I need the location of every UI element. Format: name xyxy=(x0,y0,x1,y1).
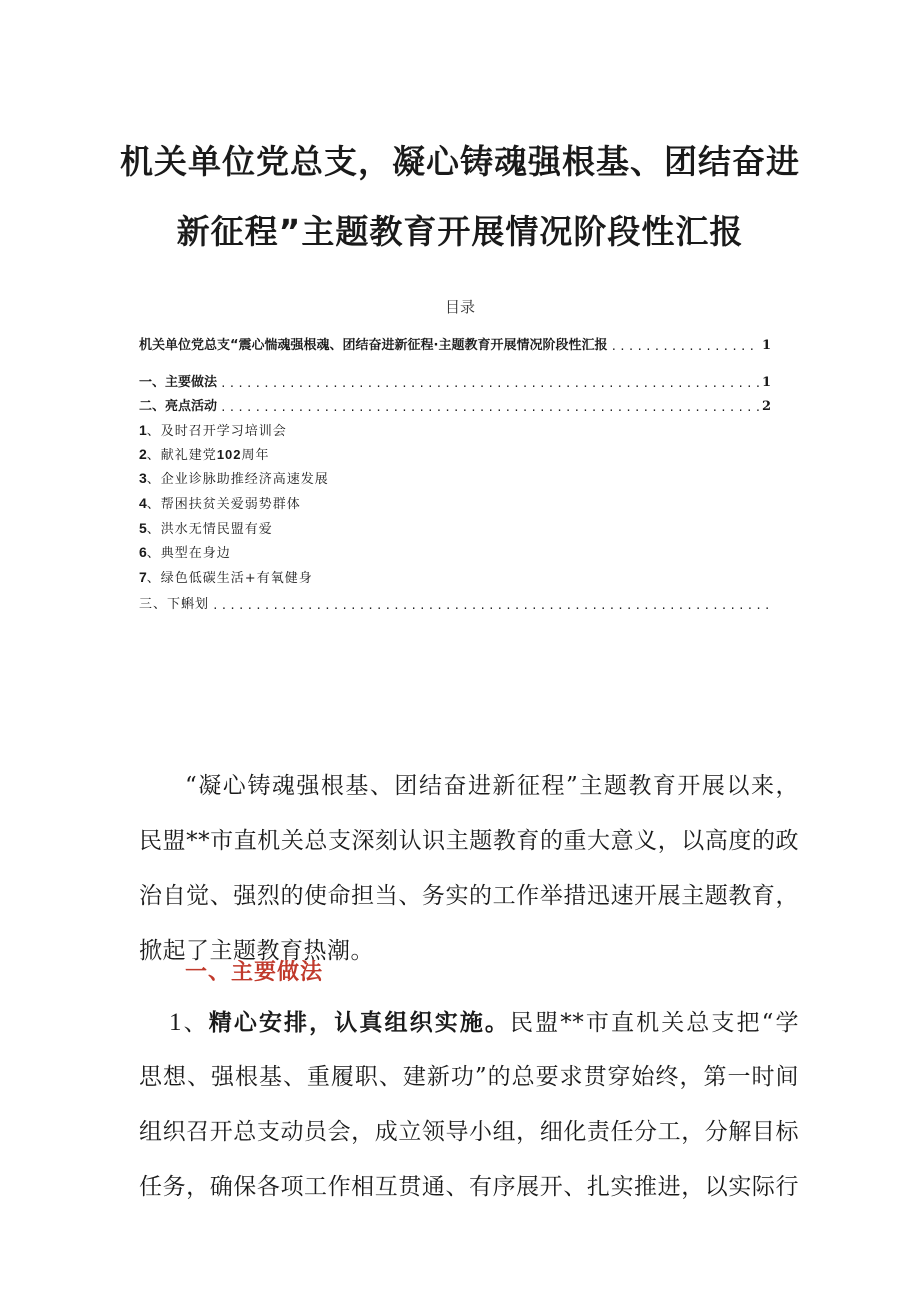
toc-page-number: 1 xyxy=(761,338,771,353)
toc-entry-text: 一、主要做法 xyxy=(139,375,218,390)
toc-sub-item-3[interactable] xyxy=(139,468,329,488)
toc-sub-item-4[interactable] xyxy=(139,493,301,513)
item-number: 1 xyxy=(169,1009,182,1036)
toc-sub-item-6[interactable] xyxy=(139,542,231,562)
toc-sub-item-2[interactable] xyxy=(139,444,270,464)
paragraph-line xyxy=(139,995,799,1050)
toc-sub-number: 4 xyxy=(139,495,147,511)
item-separator: 、 xyxy=(182,1010,209,1036)
toc-sub-text: 、典型在身边 xyxy=(146,546,231,561)
toc-heading: 目录 xyxy=(444,298,475,316)
paragraph-line: 民盟**市直机关总支深刻认识主题教育的重大意义，以高度的政 xyxy=(139,828,799,854)
toc-sub-text: 、绿色低碳生活+有氧健身 xyxy=(146,571,313,586)
toc-sub-number: 2 xyxy=(139,446,147,462)
intro-paragraph xyxy=(139,759,799,979)
paragraph-line: 思想、强根基、重履职、建新功”的总要求贯穿始终，第一时间 xyxy=(139,1064,799,1090)
paragraph-line: 掀起了主题教育热潮。 xyxy=(139,938,374,964)
toc-sub-text: 、帮困扶贫关爱弱势群体 xyxy=(146,497,301,512)
document-title-line-1: 机关单位党总支，凝心铸魂强根基、团结奋进 xyxy=(120,142,800,181)
paragraph-line: 任务，确保各项工作相互贯通、有序展开、扎实推进，以实际行 xyxy=(139,1174,799,1200)
toc-sub-number: 1 xyxy=(139,422,147,438)
paragraph-line: 组织召开总支动员会，成立领导小组，细化责任分工，分解目标 xyxy=(139,1119,799,1145)
paragraph-line: “凝心铸魂强根基、团结奋进新征程”主题教育开展以来， xyxy=(185,773,799,799)
toc-sub-item-5[interactable] xyxy=(139,518,273,538)
section-heading-main-practices: 一、主要做法 xyxy=(185,960,324,985)
toc-leader-dots xyxy=(212,599,768,612)
toc-sub-text: 、洪水无情民盟有爱 xyxy=(146,522,273,537)
toc-sub-text: 、企业诊脉助推经济高速发展 xyxy=(146,472,329,487)
toc-entry-section-2[interactable] xyxy=(139,394,771,414)
toc-sub-text: 、献礼建党102周年 xyxy=(146,447,270,463)
item-text: 民盟**市直机关总支把“学 xyxy=(510,1010,799,1036)
document-title-line-2: 新征程”主题教育开展情况阶段性汇报 xyxy=(176,212,744,251)
toc-page-number: 2 xyxy=(761,399,771,414)
toc-leader-dots xyxy=(220,401,759,414)
toc-sub-number: 5 xyxy=(139,520,147,536)
toc-entry-text: 机关单位党总支“震心惴魂强根魂、团结奋进新征程·主题教育开展情况阶段性汇报 xyxy=(139,338,608,353)
item-heading: 精心安排，认真组织实施。 xyxy=(208,1010,511,1036)
toc-page-number: 1 xyxy=(761,375,771,390)
toc-entry-section-1[interactable] xyxy=(139,370,771,390)
toc-entry-text: 三、下蝌划 xyxy=(139,597,210,612)
toc-leader-dots xyxy=(610,340,758,353)
paragraph-line: 治自觉、强烈的使命担当、务实的工作举措迅速开展主题教育， xyxy=(139,883,799,909)
toc-main-entry[interactable] xyxy=(139,333,771,353)
toc-sub-number: 3 xyxy=(139,470,147,486)
item-1-paragraph xyxy=(139,995,799,1215)
toc-entry-text: 二、亮点活动 xyxy=(139,399,218,414)
toc-sub-number: 6 xyxy=(139,544,147,560)
toc-entry-section-3[interactable] xyxy=(139,592,771,612)
toc-sub-item-1[interactable] xyxy=(139,420,287,440)
toc-sub-number: 7 xyxy=(139,569,147,585)
toc-leader-dots xyxy=(220,377,759,390)
toc-sub-text: 、及时召开学习培训会 xyxy=(146,424,287,439)
toc-sub-item-7[interactable] xyxy=(139,567,313,587)
